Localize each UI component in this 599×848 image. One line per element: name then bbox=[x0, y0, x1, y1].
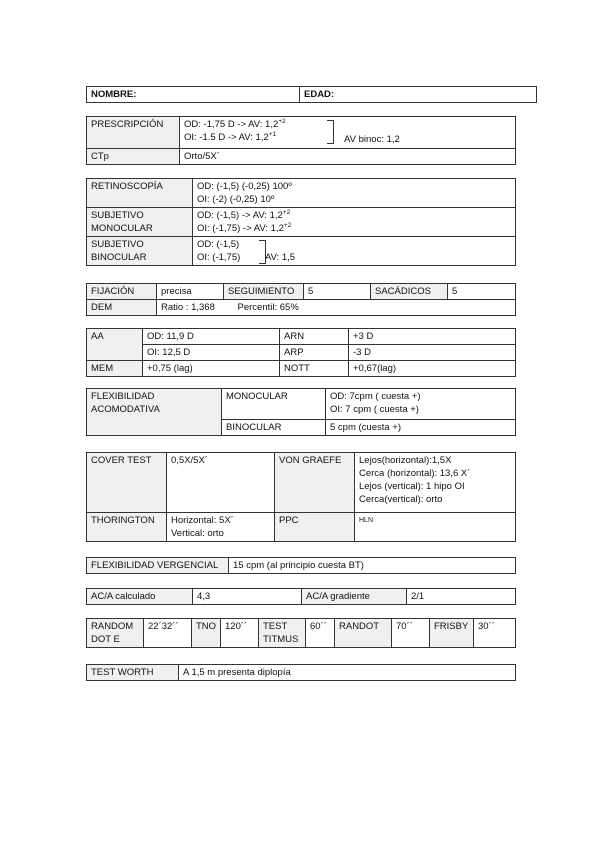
aa-od: OD: 11,9 D bbox=[143, 329, 280, 345]
aca-grad-value: 2/1 bbox=[407, 589, 516, 605]
identity-table bbox=[86, 86, 537, 103]
rx-brace bbox=[327, 120, 334, 144]
subj-bino-od: OD: (-1,5) bbox=[197, 239, 240, 250]
ppc-label: PPC bbox=[275, 513, 355, 542]
rx-oi: OI: -1.5 D -> AV: 1,2 bbox=[184, 132, 269, 143]
titmus-value: 60´´ bbox=[306, 619, 335, 648]
dem-percentil: Percentil: 65% bbox=[237, 302, 299, 313]
random-label-1: RANDOM bbox=[91, 621, 134, 632]
sacadicos-label: SACÁDICOS bbox=[371, 284, 448, 300]
mem-label: MEM bbox=[87, 361, 143, 377]
tno-label: TNO bbox=[192, 619, 221, 648]
ctp-label: CTp bbox=[87, 149, 180, 165]
vergence-value: 15 cpm (al principio cuesta BT) bbox=[229, 558, 516, 574]
refraction-table bbox=[86, 178, 516, 266]
vg-line-1: Lejos(horizontal):1,5X bbox=[359, 455, 452, 466]
mem-value: +0,75 (lag) bbox=[143, 361, 280, 377]
flexibility-table bbox=[86, 388, 516, 436]
subj-bino-label-1: SUBJETIVO bbox=[91, 239, 144, 250]
retino-od: OD: (-1,5) (-0,25) 100º bbox=[197, 181, 292, 192]
vg-line-4: Cerca(vertical): orto bbox=[359, 494, 443, 505]
seguimiento-value: 5 bbox=[304, 284, 371, 300]
subj-mono-oi-sup: +2 bbox=[283, 221, 292, 229]
flex-mono-oi: OI: 7 cpm ( cuesta +) bbox=[330, 404, 419, 415]
tno-value: 120´´ bbox=[221, 619, 259, 648]
binocular-table bbox=[86, 452, 516, 542]
subj-mono-oi: OI: (-1,75) -> AV: 1,2 bbox=[197, 223, 284, 234]
flex-bino-value: 5 cpm (cuesta +) bbox=[326, 420, 516, 436]
prescription-table bbox=[86, 116, 516, 165]
arp-label: ARP bbox=[280, 345, 349, 361]
dem-ratio: Ratio : 1,368 bbox=[161, 302, 215, 313]
flex-label-1: FLEXIBILIDAD bbox=[91, 391, 155, 402]
randot-value: 70´´ bbox=[392, 619, 430, 648]
flex-mono-od: OD: 7cpm ( cuesta +) bbox=[330, 391, 421, 402]
arn-value: +3 D bbox=[349, 329, 516, 345]
rx-od-sup: +2 bbox=[278, 117, 286, 125]
nott-value: +0,67(lag) bbox=[349, 361, 516, 377]
flex-label-2: ACOMODATIVA bbox=[91, 404, 160, 415]
random-label-2: DOT E bbox=[91, 634, 120, 645]
aca-table bbox=[86, 588, 516, 605]
frisby-value: 30´´ bbox=[474, 619, 516, 648]
fijacion-value: precisa bbox=[157, 284, 224, 300]
bino-brace bbox=[259, 240, 266, 264]
subj-mono-label-2: MONOCULAR bbox=[91, 223, 153, 234]
subj-mono-label-1: SUBJETIVO bbox=[91, 210, 144, 221]
worth-label: TEST WORTH bbox=[87, 665, 179, 681]
name-label: NOMBRE: bbox=[87, 87, 300, 103]
worth-table bbox=[86, 664, 516, 681]
randot-label: RANDOT bbox=[335, 619, 392, 648]
ppc-value: HLN bbox=[355, 513, 516, 542]
thor-horizontal: Horizontal: 5X´ bbox=[171, 515, 234, 526]
motility-table bbox=[86, 283, 516, 316]
aca-grad-label: AC/A gradiente bbox=[302, 589, 407, 605]
sacadicos-value: 5 bbox=[448, 284, 516, 300]
aca-calc-value: 4,3 bbox=[193, 589, 302, 605]
nott-label: NOTT bbox=[280, 361, 349, 377]
flex-bino-label: BINOCULAR bbox=[222, 420, 326, 436]
rx-binoc: AV binoc: 1,2 bbox=[344, 134, 400, 145]
seguimiento-label: SEGUIMIENTO bbox=[224, 284, 304, 300]
flex-mono-label: MONOCULAR bbox=[222, 389, 326, 420]
dem-label: DEM bbox=[87, 300, 157, 316]
titmus-label-1: TEST bbox=[263, 621, 288, 632]
ctp-value: Orto/5X´ bbox=[180, 149, 516, 165]
subj-bino-oi: OI: (-1,75) bbox=[197, 252, 241, 263]
prescription-values bbox=[180, 117, 516, 149]
aa-oi: OI: 12,5 D bbox=[143, 345, 280, 361]
vergence-table bbox=[86, 557, 516, 574]
titmus-label-2: TITMUS bbox=[263, 634, 299, 645]
frisby-label: FRISBY bbox=[430, 619, 474, 648]
rx-od: OD: -1,75 D -> AV: 1,2 bbox=[184, 119, 279, 130]
cover-value: 0,5X/5X´ bbox=[167, 453, 275, 513]
vongraefe-label: VON GRAEFE bbox=[275, 453, 355, 513]
prescription-label: PRESCRIPCIÓN bbox=[87, 117, 180, 149]
arn-label: ARN bbox=[280, 329, 349, 345]
subj-mono-od: OD: (-1,5) -> AV: 1,2 bbox=[197, 210, 283, 221]
cover-label: COVER TEST bbox=[87, 453, 167, 513]
arp-value: -3 D bbox=[349, 345, 516, 361]
thor-vertical: Vertical: orto bbox=[171, 528, 224, 539]
vergence-label: FLEXIBILIDAD VERGENCIAL bbox=[87, 558, 229, 574]
aa-label: AA bbox=[87, 329, 143, 361]
fijacion-label: FIJACIÓN bbox=[87, 284, 157, 300]
age-label: EDAD: bbox=[300, 87, 537, 103]
thorington-label: THORINGTON bbox=[87, 513, 167, 542]
aca-calc-label: AC/A calculado bbox=[87, 589, 193, 605]
retino-label: RETINOSCOPÍA bbox=[87, 179, 193, 208]
subj-mono-od-sup: +2 bbox=[282, 208, 291, 216]
vg-line-3: Lejos (vertical): 1 hipo OI bbox=[359, 481, 465, 492]
random-value: 22´32´´ bbox=[144, 619, 192, 648]
accommodation-table bbox=[86, 328, 516, 377]
subj-bino-label-2: BINOCULAR bbox=[91, 252, 147, 263]
stereo-table bbox=[86, 618, 516, 648]
worth-value: A 1,5 m presenta diplopía bbox=[179, 665, 516, 681]
subj-bino-av: AV: 1,5 bbox=[264, 252, 296, 263]
vg-line-2: Cerca (horizontal): 13,6 X´ bbox=[359, 468, 471, 479]
rx-oi-sup: +1 bbox=[268, 130, 277, 138]
retino-oi: OI: (-2) (-0,25) 10º bbox=[197, 194, 275, 205]
